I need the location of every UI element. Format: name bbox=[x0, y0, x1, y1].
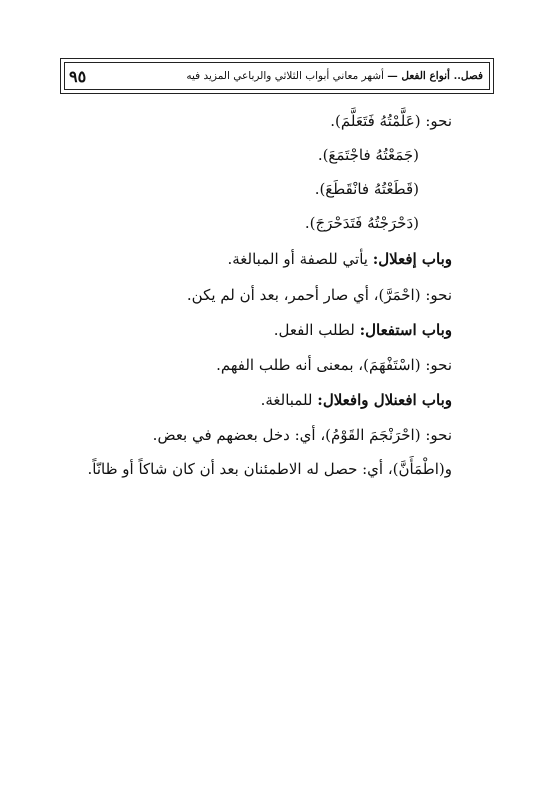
running-title bbox=[186, 70, 483, 82]
text-line bbox=[261, 390, 452, 410]
section-heading: وباب استفعال: bbox=[359, 321, 452, 339]
line-text: نحو: (احْرَنْجَمَ القَوْمُ)، أي: دخل بعضهم في بعض. bbox=[152, 426, 452, 444]
text-line bbox=[88, 459, 453, 479]
text-line bbox=[228, 249, 453, 269]
chapter-label: فصل.. أنواع الفعل — bbox=[387, 70, 483, 82]
section-heading: وباب افعنلال وافعلال: bbox=[317, 391, 452, 409]
text-line bbox=[315, 179, 419, 199]
line-text: للمبالغة. bbox=[260, 391, 318, 409]
section-heading: وباب إفعلال: bbox=[372, 250, 452, 268]
line-text: نحو: (عَلَّمْتُهُ فَتَعَلَّمَ). bbox=[330, 112, 452, 130]
text-line bbox=[305, 213, 419, 233]
line-text: لطلب الفعل. bbox=[273, 321, 360, 339]
text-line bbox=[187, 285, 452, 305]
line-text: و(اطْمَأَنَّ)، أي: حصل له الاطمئنان بعد أن كان شاكاً أو ظانّاً. bbox=[87, 460, 452, 478]
text-line bbox=[318, 145, 419, 165]
text-line bbox=[330, 111, 452, 131]
line-text: (جَمَعْتُهُ فاجْتَمَعَ). bbox=[317, 146, 419, 164]
text-line bbox=[153, 425, 452, 445]
text-line bbox=[274, 320, 452, 340]
text-line bbox=[216, 355, 452, 375]
line-text: (دَحْرَجْتُهُ فَتَدَحْرَجَ). bbox=[304, 214, 419, 232]
line-text: نحو: (اسْتَفْهَمَ)، بمعنى أنه طلب الفهم. bbox=[216, 356, 452, 374]
page-number: ٩٥ bbox=[69, 66, 87, 86]
line-text: نحو: (احْمَرَّ)، أي صار أحمر، بعد أن لم يكن. bbox=[186, 286, 452, 304]
line-text: (قَطَعْتُهُ فانْقَطَعَ). bbox=[314, 180, 419, 198]
running-header bbox=[60, 58, 494, 94]
line-text: يأتي للصفة أو المبالغة. bbox=[227, 250, 373, 268]
section-label: أشهر معاني أبواب الثلاثي والرباعي المزيد فيه bbox=[186, 70, 384, 82]
